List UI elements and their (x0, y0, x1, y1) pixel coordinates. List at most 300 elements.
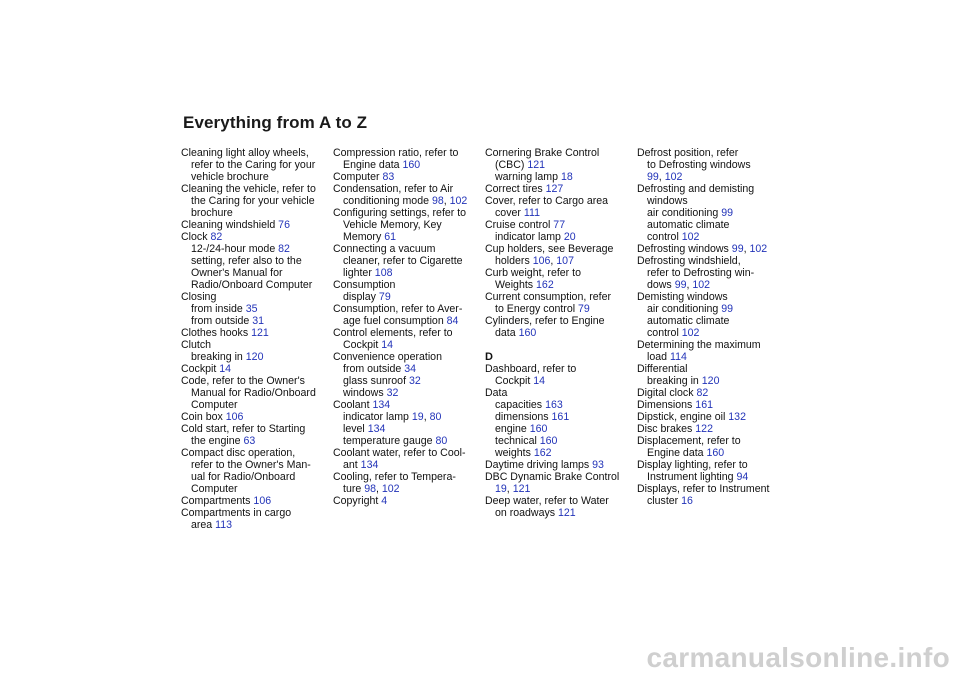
index-entry (181, 447, 331, 459)
page-title: Everything from A to Z (183, 113, 368, 132)
entry-text: Defrost position, refer (637, 147, 739, 159)
index-entry (333, 243, 483, 255)
entry-text: Consumption (333, 279, 396, 291)
entry-text: Code, refer to the Owner's (181, 375, 305, 387)
index-entry (333, 327, 483, 339)
entry-text: Memory (343, 231, 385, 243)
entry-text: Defrosting and demisting (637, 183, 755, 195)
page-number-link[interactable]: 82 (278, 243, 290, 255)
entry-text: Differential (637, 363, 688, 375)
entry-text: area (191, 519, 216, 531)
page-number-link[interactable]: 79 (378, 291, 391, 303)
index-entry (637, 147, 787, 159)
index-subentry (637, 195, 787, 207)
entry-text: ant (343, 459, 361, 471)
index-subentry: 19, 121 (495, 483, 531, 495)
index-subentry (485, 375, 635, 387)
index-entry (485, 363, 635, 375)
page-number-link[interactable]: 120 (245, 351, 264, 363)
entry-text: load (647, 351, 670, 363)
page-number-link[interactable]: 160 (518, 327, 537, 339)
page-number-link[interactable]: 82 (696, 387, 709, 399)
entry-text: Clutch (181, 339, 212, 351)
index-subentry (485, 411, 635, 423)
entry-text: Deep water, refer to Water (485, 495, 609, 507)
entry-text: Cruise control (485, 219, 554, 231)
page-number-link[interactable]: 98 (364, 483, 376, 495)
index-subentry (333, 267, 483, 279)
page-number-link[interactable]: 127 (545, 183, 564, 195)
index-subentry (181, 459, 331, 471)
entry-text: Coolant (333, 399, 373, 411)
entry-text: Clothes hooks (181, 327, 252, 339)
entry-text: Cleaning light alloy wheels, (181, 147, 309, 159)
entry-text: Determining the maximum (637, 339, 761, 351)
entry-text: 12-/24-hour mode (191, 243, 279, 255)
index-subentry (485, 447, 635, 459)
index-entry: Defrosting windows 99, 102 (637, 243, 768, 255)
entry-text: Compression ratio, refer to (333, 147, 459, 159)
page-number-link[interactable]: 102 (449, 195, 468, 207)
index-subentry (333, 435, 483, 447)
index-subentry (485, 279, 635, 291)
page-number-link[interactable]: 160 (402, 159, 421, 171)
index-entry (181, 375, 331, 387)
page-number-link[interactable]: 14 (533, 375, 546, 387)
index-entry (181, 147, 331, 159)
entry-text: dimensions (495, 411, 552, 423)
entry-text: the engine (191, 435, 244, 447)
page-number-link[interactable]: 102 (664, 171, 683, 183)
page-number-link[interactable]: 102 (692, 279, 711, 291)
index-subentry (485, 207, 635, 219)
index-entry (333, 495, 483, 507)
entry-text: windows (647, 195, 688, 207)
entry-text: cluster (647, 495, 682, 507)
entry-text: D (485, 351, 493, 363)
index-entry (181, 507, 331, 519)
entry-text: conditioning mode (343, 195, 432, 207)
index-entry (181, 339, 331, 351)
page-number-link[interactable]: 122 (695, 423, 713, 435)
index-entry (485, 387, 635, 399)
entry-text: Coolant water, refer to Cool- (333, 447, 466, 459)
page-number-link[interactable]: 84 (446, 315, 459, 327)
index-subentry (637, 303, 787, 315)
index-entry (181, 291, 331, 303)
entry-text: Cooling, refer to Tempera- (333, 471, 456, 483)
entry-text: from inside (191, 303, 246, 315)
page-number-link[interactable]: 61 (384, 231, 396, 243)
entry-text: control (647, 231, 682, 243)
index-entry (485, 315, 635, 327)
page-number-link[interactable]: 80 (429, 411, 442, 423)
page-number-link[interactable]: 94 (736, 471, 749, 483)
index-entry (181, 411, 331, 423)
index-entry (181, 219, 331, 231)
entry-text: indicator lamp (343, 411, 412, 423)
index-subentry (637, 231, 787, 243)
index-subentry (485, 327, 635, 339)
index-subentry: 99, 102 (647, 171, 683, 183)
entry-text: capacities (495, 399, 546, 411)
index-entry (181, 495, 331, 507)
entry-text: Copyright (333, 495, 382, 507)
index-subentry (181, 279, 331, 291)
entry-text: ture (343, 483, 365, 495)
index-entry (485, 243, 635, 255)
entry-text: Displacement, refer to (637, 435, 741, 447)
index-column-3 (485, 147, 635, 519)
entry-text: vehicle brochure (191, 171, 269, 183)
index-entry (181, 231, 331, 243)
page-number-link[interactable]: 99 (721, 207, 733, 219)
entry-text: Disc brakes (637, 423, 696, 435)
page-number-link[interactable]: 106 (532, 255, 551, 267)
index-subentry (485, 435, 635, 447)
page-number-link[interactable]: 163 (545, 399, 563, 411)
entry-text: automatic climate (647, 315, 730, 327)
page-number-link[interactable]: 121 (512, 483, 531, 495)
page-number-link[interactable]: 76 (278, 219, 290, 231)
entry-text: refer to the Owner's Man- (191, 459, 311, 471)
entry-text: Engine data (343, 159, 403, 171)
page-number-link[interactable]: 121 (558, 507, 576, 519)
watermark: carmanualsonline.info (646, 642, 950, 673)
page-number-link[interactable]: 114 (669, 351, 687, 363)
entry-text: to Defrosting windows (647, 159, 751, 171)
page-number-link[interactable]: 93 (592, 459, 604, 471)
entry-text: Current consumption, refer (485, 291, 612, 303)
page-number-link[interactable]: 162 (536, 279, 554, 291)
page-number-link[interactable]: 107 (556, 255, 574, 267)
page-number-link[interactable]: 19 (411, 411, 424, 423)
entry-text: Compact disc operation, (181, 447, 296, 459)
index-entry (333, 183, 483, 195)
index-subentry: dows 99, 102 (647, 279, 711, 291)
index-entry (637, 339, 787, 351)
page-number-link[interactable]: 99 (721, 303, 733, 315)
entry-text: Cornering Brake Control (485, 147, 600, 159)
page-number-link[interactable]: 161 (551, 411, 570, 423)
entry-text: from outside (343, 363, 405, 375)
page-number-link[interactable]: 20 (563, 231, 576, 243)
entry-text: Radio/Onboard Computer (191, 279, 313, 291)
entry-text: Displays, refer to Instrument (637, 483, 770, 495)
index-entry (333, 279, 483, 291)
index-subentry: indicator lamp 19, 80 (343, 411, 442, 423)
index-entry (637, 363, 787, 375)
entry-text: lighter (343, 267, 375, 279)
index-subentry (181, 267, 331, 279)
entry-text: from outside (191, 315, 253, 327)
page-number-link[interactable]: 31 (252, 315, 265, 327)
entry-text: setting, refer also to the (191, 255, 302, 267)
entry-text: Cleaning the vehicle, refer to (181, 183, 316, 195)
entry-text: indicator lamp (495, 231, 564, 243)
index-entry (485, 459, 635, 471)
index-subentry (637, 267, 787, 279)
entry-text: Computer (333, 171, 383, 183)
entry-text: Cover, refer to Cargo area (485, 195, 609, 207)
entry-text: air conditioning (647, 303, 722, 315)
index-subentry (485, 159, 635, 171)
index-entry (485, 495, 635, 507)
entry-text: Data (485, 387, 508, 399)
entry-text: control (647, 327, 682, 339)
entry-text: refer to the Caring for your (191, 159, 316, 171)
entry-text: to Energy control (495, 303, 579, 315)
index-subentry (333, 255, 483, 267)
entry-text: refer to Defrosting win- (647, 267, 755, 279)
index-subentry (333, 387, 483, 399)
entry-text: Cup holders, see Beverage (485, 243, 614, 255)
entry-text: Weights (495, 279, 537, 291)
entry-text: Configuring settings, refer to (333, 207, 467, 219)
index-subentry (637, 471, 787, 483)
page-number-link[interactable]: 161 (695, 399, 713, 411)
page-number-link[interactable]: 108 (374, 267, 393, 279)
index-subentry (181, 387, 331, 399)
index-subentry (181, 483, 331, 495)
page-number-link[interactable]: 160 (529, 423, 548, 435)
entry-text: Defrosting windows (637, 243, 732, 255)
page-number-link[interactable]: 99 (674, 279, 687, 291)
index-subentry (181, 195, 331, 207)
entry-text: Daytime driving lamps (485, 459, 593, 471)
index-subentry (181, 471, 331, 483)
entry-text: Connecting a vacuum (333, 243, 436, 255)
page-number-link[interactable]: 113 (215, 519, 233, 531)
index-entry (333, 399, 483, 411)
page-number-link[interactable]: 111 (523, 207, 540, 219)
entry-text: Correct tires (485, 183, 546, 195)
entry-text: Convenience operation (333, 351, 442, 363)
index-entry (333, 171, 483, 183)
entry-text: Instrument lighting (647, 471, 737, 483)
entry-text: Control elements, refer to (333, 327, 453, 339)
index-entry (637, 399, 787, 411)
page-number-link[interactable]: 34 (404, 363, 417, 375)
entry-text: breaking in (191, 351, 246, 363)
index-entry (333, 303, 483, 315)
entry-text: the Caring for your vehicle (191, 195, 315, 207)
page-number-link[interactable]: 160 (539, 435, 558, 447)
entry-text: windows (343, 387, 387, 399)
entry-text: cleaner, refer to Cigarette (343, 255, 463, 267)
index-subentry (637, 351, 787, 363)
page-number-link[interactable]: 132 (728, 411, 746, 423)
index-entry (637, 387, 787, 399)
page-number-link[interactable]: 32 (386, 387, 399, 399)
entry-text: Compartments (181, 495, 254, 507)
page-number-link[interactable]: 14 (219, 363, 232, 375)
entry-text: cover (495, 207, 524, 219)
entry-text: (CBC) (495, 159, 528, 171)
page-number-link[interactable]: 16 (681, 495, 693, 507)
index-subentry (181, 243, 331, 255)
index-subentry (333, 315, 483, 327)
entry-text: breaking in (647, 375, 702, 387)
index-subentry (333, 375, 483, 387)
index-subentry (485, 303, 635, 315)
page-number-link[interactable]: 19 (495, 483, 507, 495)
page-number-link[interactable]: 102 (381, 483, 400, 495)
entry-text: on roadways (495, 507, 559, 519)
page-number-link[interactable]: 79 (578, 303, 590, 315)
index-subentry (181, 315, 331, 327)
section-letter-heading (485, 351, 635, 363)
entry-text: Compartments in cargo (181, 507, 292, 519)
index-subentry (181, 171, 331, 183)
entry-text: holders (495, 255, 533, 267)
entry-text: Consumption, refer to Aver- (333, 303, 463, 315)
index-entry (333, 147, 483, 159)
page-number-link[interactable]: 63 (243, 435, 256, 447)
index-subentry (637, 495, 787, 507)
index-entry (485, 471, 635, 483)
index-entry (333, 207, 483, 219)
page-number-link[interactable]: 80 (435, 435, 448, 447)
page-number-link[interactable]: 102 (749, 243, 768, 255)
page-number-link[interactable]: 77 (553, 219, 566, 231)
entry-text: engine (495, 423, 530, 435)
page-number-link[interactable]: 98 (431, 195, 444, 207)
entry-text: Cylinders, refer to Engine (485, 315, 605, 327)
entry-text: data (495, 327, 519, 339)
index-subentry (333, 423, 483, 435)
page-number-link[interactable]: 4 (381, 495, 388, 507)
index-subentry (637, 159, 787, 171)
page-number-link[interactable]: 162 (533, 447, 552, 459)
entry-text: automatic climate (647, 219, 730, 231)
index-subentry (181, 159, 331, 171)
index-entry (637, 423, 787, 435)
index-subentry (637, 447, 787, 459)
section-gap (485, 339, 635, 351)
index-subentry: ture 98, 102 (343, 483, 400, 495)
entry-text: Cold start, refer to Starting (181, 423, 306, 435)
index-entry (637, 435, 787, 447)
index-column-4 (637, 147, 787, 507)
index-entry (333, 351, 483, 363)
index-subentry (333, 291, 483, 303)
index-entry (485, 183, 635, 195)
index-entry (637, 483, 787, 495)
index-subentry (181, 255, 331, 267)
index-subentry (333, 219, 483, 231)
page-number-link[interactable]: 102 (681, 327, 700, 339)
entry-text: Dipstick, engine oil (637, 411, 729, 423)
index-entry (485, 267, 635, 279)
entry-text: Cockpit (495, 375, 534, 387)
entry-text: Computer (191, 399, 238, 411)
entry-text: Engine data (647, 447, 707, 459)
entry-text: dows (647, 279, 675, 291)
index-subentry (485, 423, 635, 435)
index-subentry (485, 231, 635, 243)
index-entry (485, 147, 635, 159)
index-entry (485, 195, 635, 207)
index-subentry (181, 519, 331, 531)
page-number-link[interactable]: 99 (731, 243, 744, 255)
page-number-link[interactable]: 99 (647, 171, 659, 183)
index-subentry (333, 231, 483, 243)
entry-text: air conditioning (647, 207, 722, 219)
page-number-link[interactable]: 120 (701, 375, 720, 387)
page-number-link[interactable]: 121 (251, 327, 269, 339)
entry-text: age fuel consumption (343, 315, 447, 327)
index-subentry (181, 399, 331, 411)
index-subentry (637, 219, 787, 231)
entry-text: Closing (181, 291, 217, 303)
index-entry (181, 183, 331, 195)
entry-text: display (343, 291, 379, 303)
entry-text: Cockpit (181, 363, 220, 375)
page-number-link[interactable]: 14 (381, 339, 394, 351)
index-entry (637, 291, 787, 303)
index-entry (181, 327, 331, 339)
entry-text: Vehicle Memory, Key (343, 219, 442, 231)
page-number-link[interactable]: 134 (372, 399, 391, 411)
index-entry (637, 411, 787, 423)
page-number-link[interactable]: 82 (210, 231, 223, 243)
index-entry (485, 219, 635, 231)
index-entry (637, 459, 787, 471)
entry-text: warning lamp (495, 171, 561, 183)
index-subentry (181, 303, 331, 315)
page-number-link[interactable]: 106 (253, 495, 272, 507)
page-number-link[interactable]: 32 (408, 375, 421, 387)
index-subentry (333, 159, 483, 171)
entry-text: Dimensions (637, 399, 696, 411)
page-number-link[interactable]: 102 (681, 231, 700, 243)
entry-text: Dashboard, refer to (485, 363, 577, 375)
entry-text: Coin box (181, 411, 226, 423)
index-subentry (181, 351, 331, 363)
index-subentry: holders 106, 107 (495, 255, 574, 267)
index-column-1 (181, 147, 331, 531)
index-subentry (485, 399, 635, 411)
page-number-link[interactable]: 121 (527, 159, 546, 171)
entry-text: Display lighting, refer to (637, 459, 748, 471)
index-subentry (637, 327, 787, 339)
entry-text: Digital clock (637, 387, 697, 399)
entry-text: Demisting windows (637, 291, 728, 303)
entry-text: level (343, 423, 368, 435)
entry-text: Computer (191, 483, 238, 495)
entry-text: Condensation, refer to Air (333, 183, 454, 195)
index-subentry (181, 435, 331, 447)
entry-text: Manual for Radio/Onboard (191, 387, 316, 399)
index-entry (485, 291, 635, 303)
page-number-link[interactable]: 160 (706, 447, 725, 459)
index-entry (333, 471, 483, 483)
index-subentry (333, 459, 483, 471)
page-number-link[interactable]: 35 (245, 303, 258, 315)
entry-text: Defrosting windshield, (637, 255, 741, 267)
index-subentry (485, 171, 635, 183)
index-subentry (333, 339, 483, 351)
index-subentry (181, 207, 331, 219)
page-number-link[interactable]: 83 (382, 171, 395, 183)
page-number-link[interactable]: 18 (560, 171, 573, 183)
page-number-link[interactable]: 134 (367, 423, 386, 435)
index-entry (333, 447, 483, 459)
page-number-link[interactable]: 134 (360, 459, 379, 471)
index-entry (637, 255, 787, 267)
page-number-link[interactable]: 106 (225, 411, 244, 423)
